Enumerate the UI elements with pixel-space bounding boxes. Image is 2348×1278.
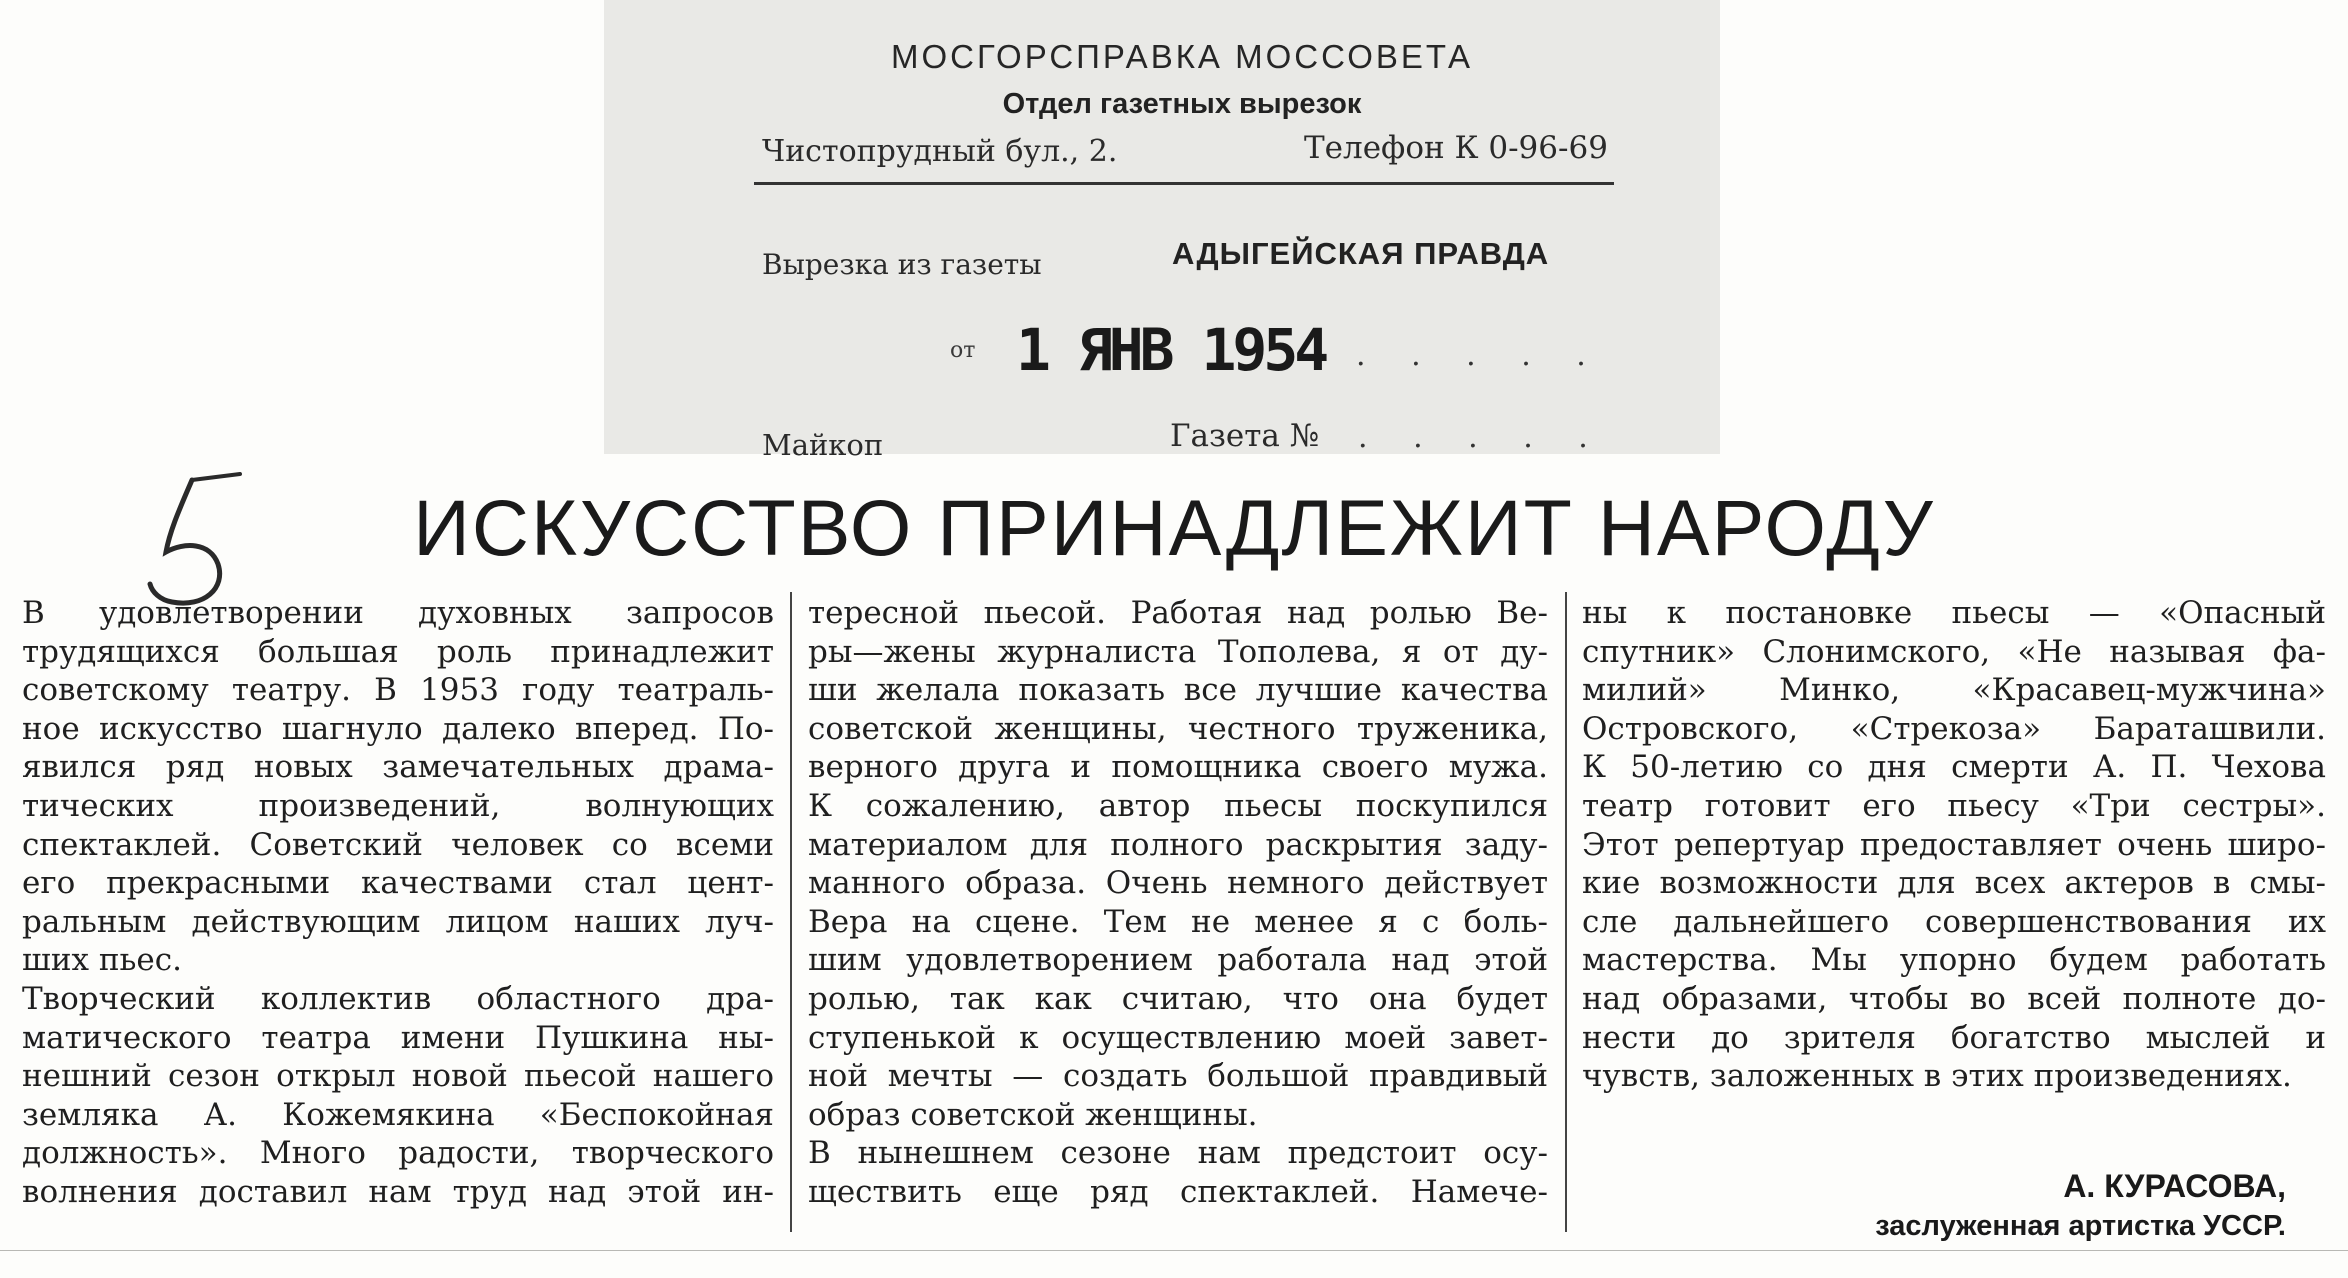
text-line: В нынешнем сезоне нам предстоит осу- <box>808 1135 1548 1172</box>
text-line: материалом для полного раскрытия заду- <box>808 826 1548 863</box>
date-prefix: от <box>950 338 976 363</box>
header-rule <box>754 182 1614 185</box>
text-line: верного друга и помощника своего мужа. <box>808 749 1548 786</box>
text-line: ное искусство шагнуло далеко вперед. По- <box>22 710 774 747</box>
text-line: ны к постановке пьесы — «Опасный <box>1582 595 2326 631</box>
article-column-1 <box>22 594 774 1212</box>
text-line: сле дальнейшего совершенствования их <box>1582 903 2326 940</box>
author-signature-title: заслуженная артистка УССР. <box>1875 1210 2286 1242</box>
text-line: чувств, заложенных в этих произведениях. <box>1582 1058 2292 1095</box>
author-signature-name: А. КУРАСОВА, <box>2063 1168 2286 1204</box>
date-stamp: 1 ЯНВ 1954 <box>1016 316 1326 384</box>
text-line: ших пьес. <box>22 942 182 979</box>
text-line: К 50-летию со дня смерти А. П. Чехова <box>1582 749 2326 786</box>
text-line: ществить еще ряд спектаклей. Намече- <box>808 1173 1548 1210</box>
newspaper-number-label: Газета № <box>1170 418 1320 454</box>
text-line: советской женщины, честного труженика, <box>808 710 1548 747</box>
text-line: кие возможности для всех актеров в смы- <box>1582 865 2326 902</box>
text-line: К сожалению, автор пьесы поскупился <box>808 787 1548 824</box>
text-line: спектаклей. Советский человек со всеми <box>22 826 774 863</box>
article-column-2 <box>808 594 1548 1212</box>
text-line: ры—жены журналиста Тополева, я от ду- <box>808 633 1548 670</box>
text-line: мастерства. Мы упорно будем работать <box>1582 942 2326 979</box>
text-line: явился ряд новых замечательных драма- <box>22 749 774 786</box>
text-line: советскому театру. В 1953 году театраль- <box>22 672 774 709</box>
text-line: спутник» Слонимского, «Не называя фа- <box>1582 633 2326 670</box>
text-line: В удовлетворении духовных запросов <box>22 595 774 631</box>
text-line: Творческий коллектив областного дра- <box>22 980 774 1017</box>
text-line: шим удовлетворением работала над этой <box>808 942 1548 979</box>
text-line: ступенькой к осуществлению моей завет- <box>808 1019 1548 1056</box>
article-headline: ИСКУССТВО ПРИНАДЛЕЖИТ НАРОДУ <box>413 483 1935 572</box>
text-line: Вера на сцене. Тем не менее я с боль- <box>808 903 1548 940</box>
text-line: матического театра имени Пушкина ны- <box>22 1019 774 1056</box>
text-line: трудящихся большая роль принадлежит <box>22 633 774 670</box>
text-line: Островского, «Стрекоза» Бараташвили. <box>1582 710 2326 747</box>
column-divider <box>1565 592 1567 1232</box>
text-line: должность». Много радости, творческого <box>22 1135 774 1172</box>
column-divider <box>790 592 792 1232</box>
address: Чистопрудный бул., 2. <box>762 134 1118 169</box>
clipping-service-header <box>604 0 1720 462</box>
newspaper-number-dots: . . . . . <box>1358 420 1606 455</box>
clipping-edge <box>0 1250 2348 1251</box>
organization-name: МОСГОРСПРАВКА МОССОВЕТА <box>891 38 1473 75</box>
article-column-3 <box>1582 594 2326 1096</box>
text-line: ролью, так как считаю, что она будет <box>808 980 1548 1017</box>
text-line: тических произведений, волнующих <box>22 787 774 824</box>
clipping-label: Вырезка из газеты <box>762 248 1042 281</box>
text-line: нешний сезон открыл новой пьесой нашего <box>22 1058 774 1095</box>
city-name: Майкоп <box>762 428 884 462</box>
text-line: манного образа. Очень немного действует <box>808 865 1548 902</box>
newspaper-name: АДЫГЕЙСКАЯ ПРАВДА <box>1172 236 1550 271</box>
text-line: нести до зрителя богатство мыслей и <box>1582 1019 2326 1056</box>
text-line: волнения доставил нам труд над этой ин- <box>22 1173 774 1210</box>
text-line: милий» Минко, «Красавец-мужчина» <box>1582 672 2326 709</box>
text-line: земляка А. Кожемякина «Беспокойная <box>22 1096 774 1133</box>
text-line: над образами, чтобы во всей полноте до- <box>1582 980 2326 1017</box>
text-line: образ советской женщины. <box>808 1096 1258 1133</box>
text-line: театр готовит его пьесу «Три сестры». <box>1582 787 2326 824</box>
text-line: тересной пьесой. Работая над ролью Ве- <box>808 595 1548 631</box>
date-dots: . . . . . <box>1356 338 1604 373</box>
text-line: ной мечты — создать большой правдивый <box>808 1058 1548 1095</box>
phone-number: Телефон К 0-96-69 <box>1304 130 1608 166</box>
department-name: Отдел газетных вырезок <box>1002 88 1362 120</box>
text-line: ши желала показать все лучшие качества <box>808 672 1548 709</box>
text-line: ральным действующим лицом наших луч- <box>22 903 774 940</box>
text-line: его прекрасными качествами стал цент- <box>22 865 774 902</box>
text-line: Этот репертуар предоставляет очень широ- <box>1582 826 2326 863</box>
